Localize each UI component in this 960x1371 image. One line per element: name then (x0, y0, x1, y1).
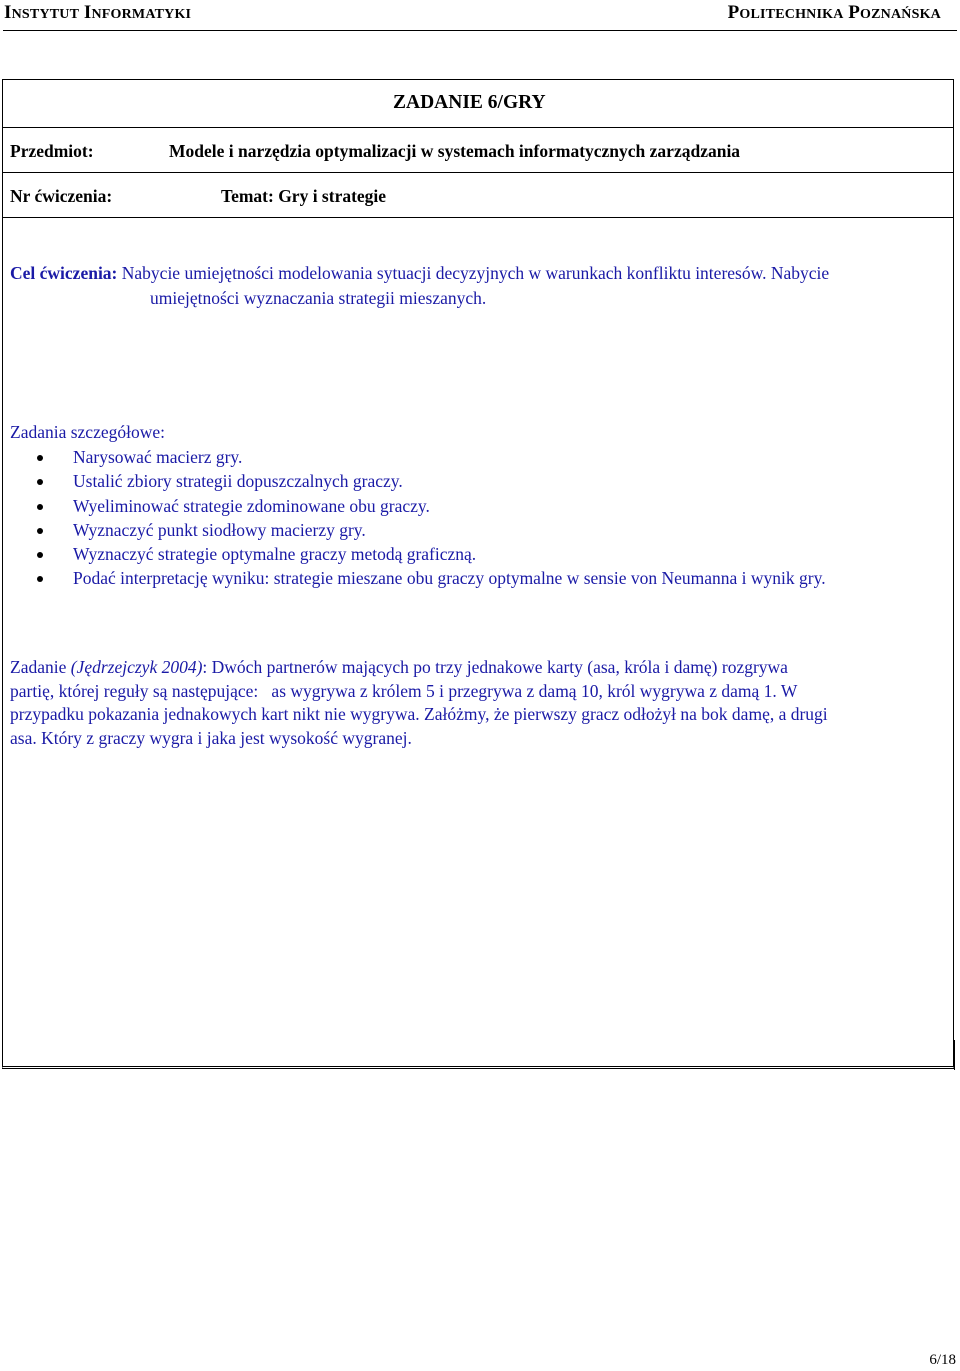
header-initial: I (4, 2, 12, 23)
subject-value: Modele i narzędzia optymalizacji w systemach informatycznych zarządzania (169, 141, 741, 161)
header-initial: P (848, 2, 861, 23)
exercise-topic: Temat: Gry i strategie (221, 186, 387, 206)
page-number: 6/18 (929, 1352, 956, 1368)
page-title: ZADANIE 6/GRY (393, 92, 546, 113)
list-item: Narysować macierz gry. (0, 445, 826, 469)
problem-reference: (Jędrzejczyk 2004) (70, 657, 203, 677)
goal-label: Cel ćwiczenia: (10, 263, 118, 283)
list-item: Wyeliminować strategie zdominowane obu graczy. (0, 494, 826, 518)
list-item: Ustalić zbiory strategii dopuszczalnych graczy. (0, 469, 826, 493)
header-word: NFORMATYKI (91, 7, 192, 22)
problem-text-line4: asa. Który z graczy wygra i jaka jest wysokość wygranej. (10, 727, 412, 748)
problem-label: Zadanie (10, 657, 67, 677)
header-word: OZNAŃSKA (860, 7, 941, 22)
problem-text-line2: partię, której reguły są następujące: as wygrywa z królem 5 i przegrywa z damą 10, król wygrywa z damą 1. W (10, 680, 798, 701)
goal-text-line1: Nabycie umiejętności modelowania sytuacji decyzyjnych w warunkach konfliktu interesów. Nabycie (121, 263, 830, 283)
institute-header (4, 2, 191, 24)
tasks-heading: Zadania szczegółowe: (10, 422, 165, 442)
goal-section (10, 261, 945, 311)
header-word: NSTYTUT (11, 7, 80, 22)
header-rule (3, 30, 957, 31)
problem-text-line3: przypadku pokazania jednakowych kart nikt nie wygrywa. Załóżmy, że pierwszy gracz odłożył na bok damę, a drugi (10, 704, 828, 724)
exercise-label: Nr ćwiczenia: (10, 186, 113, 206)
problem-text-line1: : Dwóch partnerów mających po trzy jednakowe karty (asa, króla i damę) rozgrywa (202, 657, 788, 677)
header-initial: P (727, 2, 740, 23)
frame-edge (954, 1040, 955, 1070)
table-divider (2, 217, 954, 218)
goal-text-line2: umiejętności wyznaczania strategii mieszanych. (150, 288, 487, 308)
table-divider (2, 172, 954, 173)
tasks-list (0, 445, 826, 591)
header-word: OLITECHNIKA (739, 7, 844, 22)
university-header (728, 2, 941, 24)
list-item: Wyznaczyć punkt siodłowy macierzy gry. (0, 518, 826, 542)
header-initial: I (83, 2, 92, 23)
subject-label: Przedmiot: (10, 141, 94, 161)
problem-statement (10, 656, 940, 750)
list-item: Wyznaczyć strategie optymalne graczy metodą graficzną. (0, 542, 826, 566)
table-divider (2, 127, 954, 128)
list-item: Podać interpretację wyniku: strategie mieszane obu graczy optymalne w sensie von Neumanna i wynik gry. (0, 566, 826, 590)
